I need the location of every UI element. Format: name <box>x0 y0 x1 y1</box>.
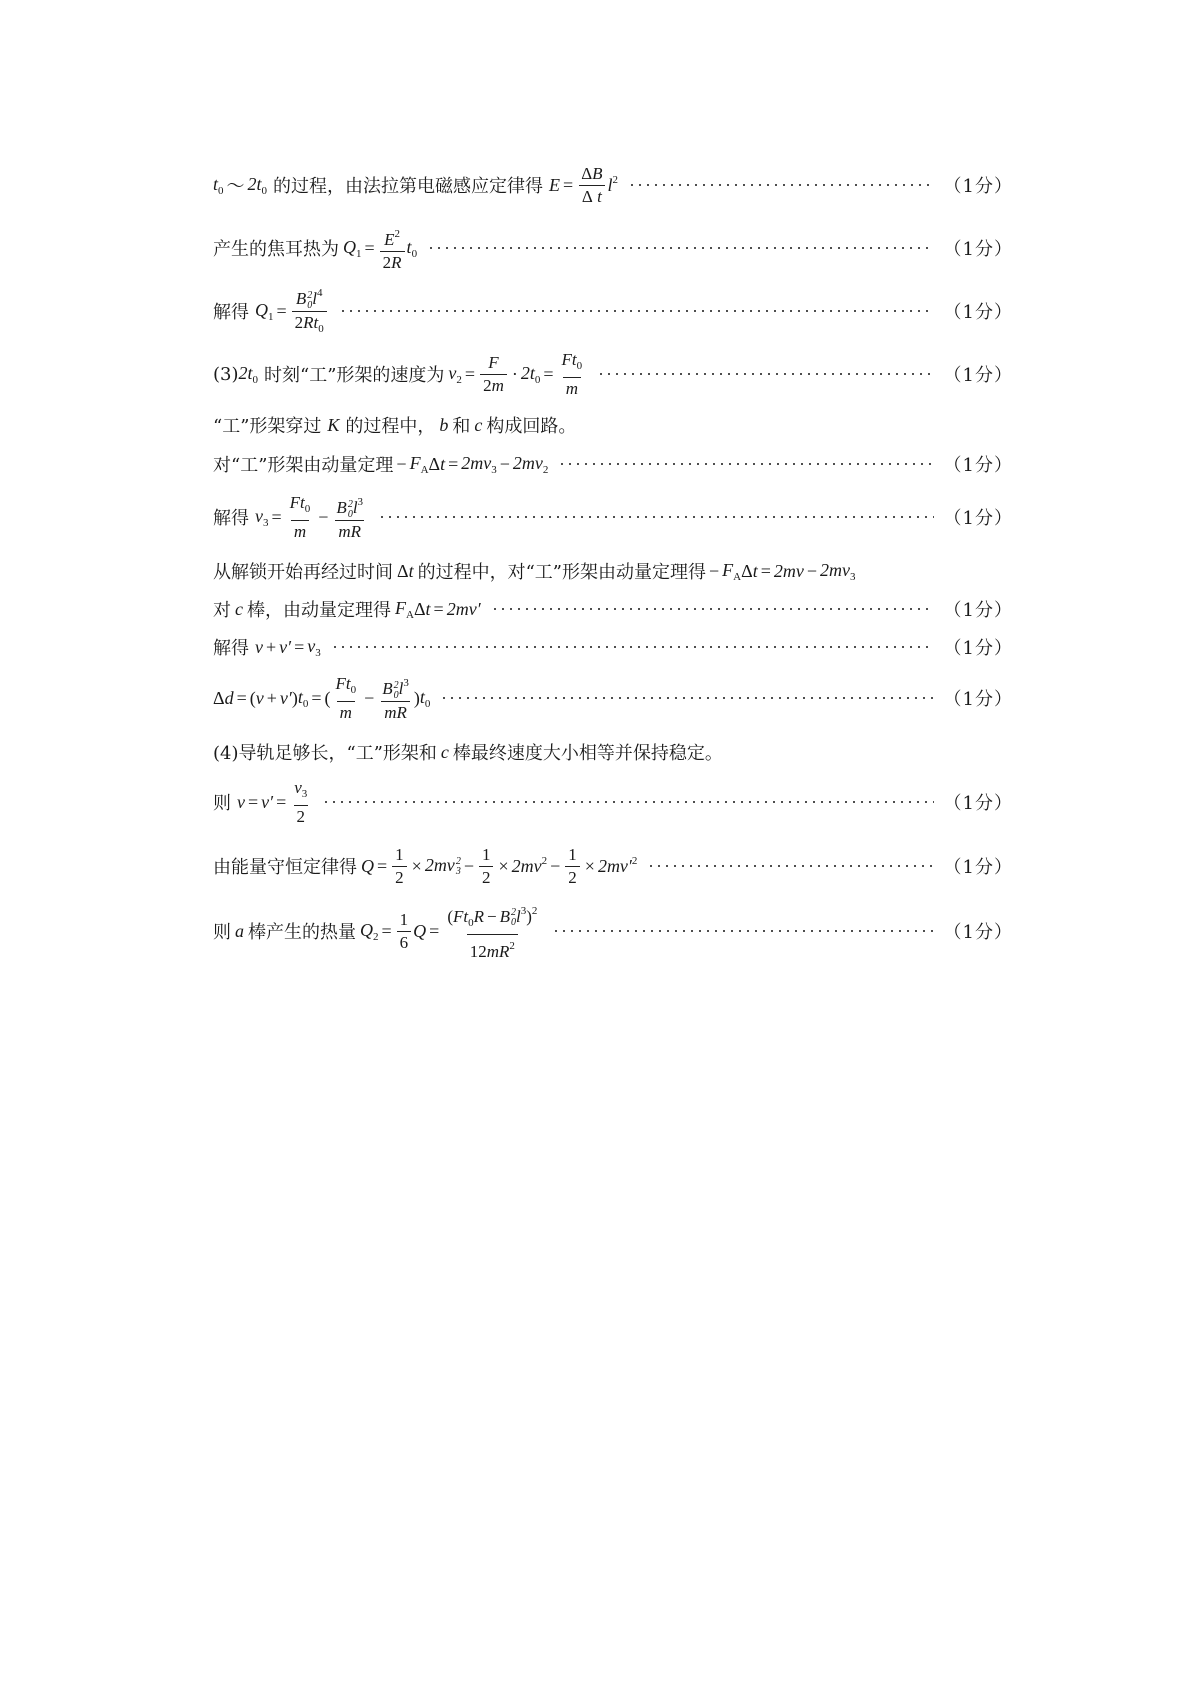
solution-line-11: Δ d = ( v + v′ ) $t_0$ = ( $\frac{Ft_0}{m}$ − B 2 0 $l^3$ mR ) $t_0$ （1分） <box>213 673 1013 722</box>
solution-line-10: 解得 v + v′ = $v_3$ （1分） <box>213 635 1013 659</box>
solution-line-2: 产生的焦耳热为 $Q_1$ = $\frac{E^2}{2R}$ $t_0$ （1分） <box>213 226 1013 270</box>
fraction-one-half: $\frac{1}{2}$ <box>479 844 494 889</box>
score-label: （1分） <box>943 365 1013 386</box>
line-4-text: 时刻“工”形架的速度为 <box>264 365 445 386</box>
solution-line-7: 解得 $v_3$ = $\frac{Ft_0}{m}$ − B 2 0 $l^3$ mR （1分） <box>213 492 1013 541</box>
line-9-text: 对 <box>213 600 231 621</box>
score-label: （1分） <box>943 302 1013 323</box>
fraction-b2l3-over-mr: B 2 0 $l^3$ mR <box>336 496 364 541</box>
dot-leader <box>558 463 933 465</box>
line-6-text: 对“工”形架由动量定理 <box>213 455 394 476</box>
solution-line-15: 则 a 棒产生的热量 $Q_2$ = $\frac{1}{6}$ Q = ($Ft_0R - B$ 2 0 $l^3)^2$ $12mR^2$ （1分） <box>213 907 1013 955</box>
fraction-one-sixth: $\frac{1}{6}$ <box>397 909 412 954</box>
dot-leader <box>440 697 933 699</box>
line-3-text: 解得 <box>213 302 249 323</box>
line-5-text2: 的过程中， <box>345 416 436 437</box>
fraction-v3-over-2: $\frac{v_3}{2}$ <box>294 777 308 826</box>
dot-leader <box>597 373 933 375</box>
dot-leader <box>427 247 933 249</box>
line-15-text2: 棒产生的热量 <box>248 922 356 943</box>
fraction-ft-over-m: $\frac{Ft_0}{m}$ <box>289 492 311 541</box>
line-8-text2: 的过程中，对“工”形架由动量定理得 <box>417 562 706 583</box>
score-label: （1分） <box>943 793 1013 814</box>
score-label: （1分） <box>943 239 1013 260</box>
solution-line-8: 从解锁开始再经过时间 Δ t 的过程中，对“工”形架由动量定理得 − $F_A$ Δ t = 2mv − $2mv_3$ <box>213 559 856 583</box>
line-15-text: 则 <box>213 922 231 943</box>
fraction-b2l4-over-2rt: B 2 0 $l^4$ $2Rt_0$ <box>292 282 327 339</box>
solution-line-12: (4)导轨足够长，“工”形架和 c 棒最终速度大小相等并保持稳定。 <box>213 737 1013 767</box>
line-10-text: 解得 <box>213 638 249 659</box>
dot-leader <box>647 865 933 867</box>
line-7-text: 解得 <box>213 508 249 529</box>
dot-leader <box>378 516 934 518</box>
line-5-text3: 和 <box>452 416 471 437</box>
solution-line-9: 对 c 棒，由动量定理得 $F_A$ Δ t = 2mv′ （1分） <box>213 597 1013 621</box>
dot-leader <box>628 184 934 186</box>
fraction-f-over-2m: $\frac{F}{2m}$ <box>480 352 507 397</box>
solution-line-13: 则 v = v′ = $\frac{v_3}{2}$ （1分） <box>213 777 1013 826</box>
dot-leader <box>339 310 934 312</box>
score-label: （1分） <box>943 455 1013 476</box>
score-label: （1分） <box>943 176 1013 197</box>
solution-line-6: 对“工”形架由动量定理 − $F_A$ Δ t = $2mv_3$ − $2mv_2$ （1分） <box>213 452 1013 476</box>
line-2-text: 产生的焦耳热为 <box>213 239 339 260</box>
line-13-text: 则 <box>213 793 231 814</box>
score-label: （1分） <box>943 857 1013 878</box>
line-8-text: 从解锁开始再经过时间 <box>213 562 393 583</box>
fraction-ft-over-m: $\frac{Ft_0}{m}$ <box>561 349 583 398</box>
solution-line-1: $t_0$ ～ $2t_0$ 的过程，由法拉第电磁感应定律得 E = $\frac{\Delta B}{\text{Δ t}}$ $l^2$ （1分） <box>213 163 1013 206</box>
score-label: （1分） <box>943 638 1013 659</box>
fraction-delta-b-over-delta-t: $\frac{\Delta B}{\text{Δ t}}$ <box>578 163 605 208</box>
line-12-text2: 棒最终速度大小相等并保持稳定。 <box>452 743 723 764</box>
line-12-text: (4)导轨足够长，“工”形架和 <box>213 743 437 764</box>
line-5-text: “工”形架穿过 <box>213 416 322 437</box>
line-9-text2: 棒，由动量定理得 <box>247 600 391 621</box>
dot-leader <box>322 801 933 803</box>
line-14-text: 由能量守恒定律得 <box>213 857 357 878</box>
dot-leader <box>331 646 934 648</box>
line-5-text4: 构成回路。 <box>486 416 577 437</box>
fraction-q2-result: ($Ft_0R - B$ 2 0 $l^3)^2$ $12mR^2$ <box>447 904 538 961</box>
fraction-ft-over-m: $\frac{Ft_0}{m}$ <box>335 673 357 722</box>
score-label: （1分） <box>943 600 1013 621</box>
solution-line-14: 由能量守恒定律得 Q = $\frac{1}{2}$ × 2mv 2 3 − $\frac{1}{2}$ × $2mv^2$ − $\frac{1}{2}$ × $2mv'^2$ （1分） <box>213 844 1013 887</box>
solution-line-5: “工”形架穿过 K 的过程中， b 和 c 构成回路。 <box>213 410 1013 440</box>
solution-line-4: (3) $2t_0$ 时刻“工”形架的速度为 $v_2$ = $\frac{F}{2m}$ · $2t_0$ = $\frac{Ft_0}{m}$ （1分） <box>213 349 1013 398</box>
fraction-one-half: $\frac{1}{2}$ <box>392 844 407 889</box>
score-label: （1分） <box>943 689 1013 710</box>
fraction-b2l3-over-mr: B 2 0 $l^3$ mR <box>382 677 409 722</box>
score-label: （1分） <box>943 508 1013 529</box>
line-1-text: 的过程，由法拉第电磁感应定律得 <box>273 176 544 197</box>
dot-leader <box>552 930 933 932</box>
dot-leader <box>491 608 934 610</box>
line-4-prefix: (3) <box>213 363 239 385</box>
score-label: （1分） <box>943 922 1013 943</box>
fraction-one-half: $\frac{1}{2}$ <box>565 844 580 889</box>
solution-line-3: 解得 $Q_1$ = B 2 0 $l^4$ $2Rt_0$ （1分） <box>213 288 1013 334</box>
fraction-e2-over-2r: $\frac{E^2}{2R}$ <box>380 223 405 274</box>
